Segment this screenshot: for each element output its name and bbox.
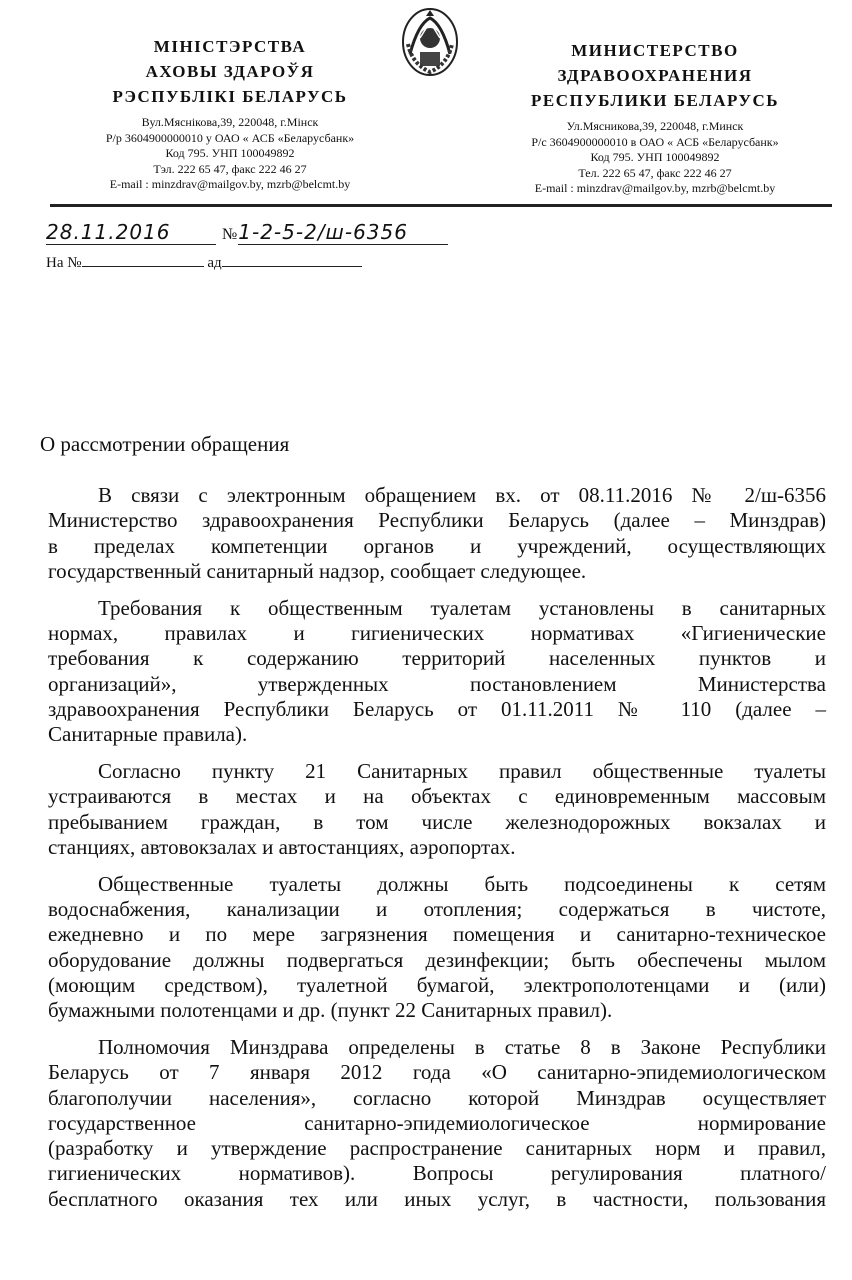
text-line: Требования к общественным туалетам установлены в санитарных xyxy=(98,595,826,620)
text-line: ежедневно и по мере загрязнения помещения и санитарно-техническое xyxy=(48,922,826,947)
text-line: оборудование должны подвергаться дезинфекции; быть обеспечены мылом xyxy=(48,947,826,972)
number-label: № xyxy=(222,226,239,243)
text-line: благополучии населения», согласно которой Минздрав осуществляет xyxy=(48,1085,826,1110)
address-be xyxy=(60,115,400,193)
address-line: Р/р 3604900000010 у ОАО « АСБ «Беларусбанк» xyxy=(105,130,355,145)
address-ru xyxy=(480,119,830,197)
title-line: РЕСПУБЛИКИ БЕЛАРУСЬ xyxy=(531,91,779,110)
registration-number: 1-2-5-2/ш-6356 xyxy=(238,220,448,245)
paragraph xyxy=(48,483,826,584)
text-line: нормах, правилах и гигиенических нормативах «Гигиенические xyxy=(48,620,826,645)
title-line: ЗДРАВООХРАНЕНИЯ xyxy=(557,66,753,85)
title-line: МИНИСТЕРСТВО xyxy=(571,41,739,60)
ministry-name-ru xyxy=(480,38,830,113)
paragraph xyxy=(48,872,826,1024)
header-belarusian xyxy=(60,34,400,193)
text-line: государственный санитарный надзор, сообщает следующее. xyxy=(48,558,587,583)
paragraph xyxy=(48,596,826,748)
text-line: (моющим средством), туалетной бумагой, электрополотенцами и (или) xyxy=(48,972,826,997)
title-line: РЭСПУБЛІКІ БЕЛАРУСЬ xyxy=(112,87,348,106)
address-line: Тел. 222 65 47, факс 222 46 27 xyxy=(578,165,732,180)
address-line: Код 795. УНП 100049892 xyxy=(590,150,720,164)
text-line: Министерство здравоохранения Республики Беларусь (далее – Минздрав) xyxy=(48,508,826,533)
text-line: бумажными полотенцами и др. (пункт 22 Санитарных правил). xyxy=(48,998,613,1023)
title-line: МІНІСТЭРСТВА xyxy=(153,37,307,56)
text-line: гигиенических нормативов). Вопросы регулирования платного/ xyxy=(48,1161,826,1186)
text-line: в пределах компетенции органов и учреждений, осуществляющих xyxy=(48,533,826,558)
header-russian xyxy=(480,38,830,197)
ref-label: На № xyxy=(46,255,82,271)
text-line: организаций», утвержденных постановлением Министерства xyxy=(48,671,826,696)
text-line: устраиваются в местах и на объектах с единовременным массовым xyxy=(48,784,826,809)
ministry-name-be xyxy=(60,34,400,109)
paragraph xyxy=(48,1035,826,1212)
letter-body xyxy=(48,483,826,1224)
text-line: Согласно пункту 21 Санитарных правил общественные туалеты xyxy=(98,758,826,783)
text-line: пребыванием граждан, в том числе железнодорожных вокзалах и xyxy=(48,809,826,834)
address-line: Тэл. 222 65 47, факс 222 46 27 xyxy=(153,161,307,176)
state-emblem xyxy=(398,4,462,78)
address-line: Р/с 3604900000010 в ОАО « АСБ «Беларусбанк» xyxy=(531,134,779,149)
registration-date: 28.11.2016 xyxy=(46,220,216,245)
letter-subject: О рассмотрении обращения xyxy=(40,432,290,456)
text-line: Беларусь от 7 января 2012 года «О санитарно-эпидемиологическом xyxy=(48,1060,826,1085)
text-line: бесплатного оказания тех или иных услуг, в частности, пользования xyxy=(48,1186,826,1211)
text-line: государственное санитарно-эпидемиологическое нормирование xyxy=(48,1110,826,1135)
text-line: требования к содержанию территорий населенных пунктов и xyxy=(48,646,826,671)
text-line: здравоохранения Республики Беларусь от 01.11.2011 № 110 (далее – xyxy=(48,696,826,721)
text-line: В связи с электронным обращением вх. от 08.11.2016 № 2/ш-6356 xyxy=(98,483,826,507)
text-line: Полномочия Минздрава определены в статье 8 в Законе Республики xyxy=(98,1034,826,1059)
header-divider xyxy=(50,204,832,207)
address-line: E-mail : minzdrav@mailgov.by, mzrb@belcmt.by xyxy=(534,181,776,195)
registration-line xyxy=(46,220,448,245)
ref-date-label: ад xyxy=(207,255,222,271)
text-line: Общественные туалеты должны быть подсоединены к сетям xyxy=(98,871,826,896)
address-line: Вул.Мяснікова,39, 220048, г.Мінск xyxy=(141,115,319,129)
text-line: станциях, автовокзалах и автостанциях, аэропортах. xyxy=(48,834,516,859)
reference-line xyxy=(46,252,362,272)
address-line: E-mail : minzdrav@mailgov.by, mzrb@belcmt.by xyxy=(109,177,351,191)
title-line: АХОВЫ ЗДАРОЎЯ xyxy=(145,62,315,81)
paragraph xyxy=(48,759,826,860)
address-line: Код 795. УНП 100049892 xyxy=(165,146,295,160)
text-line: водоснабжения, канализации и отопления; содержаться в чистоте, xyxy=(48,896,826,921)
text-line: Санитарные правила). xyxy=(48,722,248,747)
text-line: (разработку и утверждение распространение санитарных норм и правил, xyxy=(48,1136,826,1161)
address-line: Ул.Мясникова,39, 220048, г.Минск xyxy=(566,119,744,133)
